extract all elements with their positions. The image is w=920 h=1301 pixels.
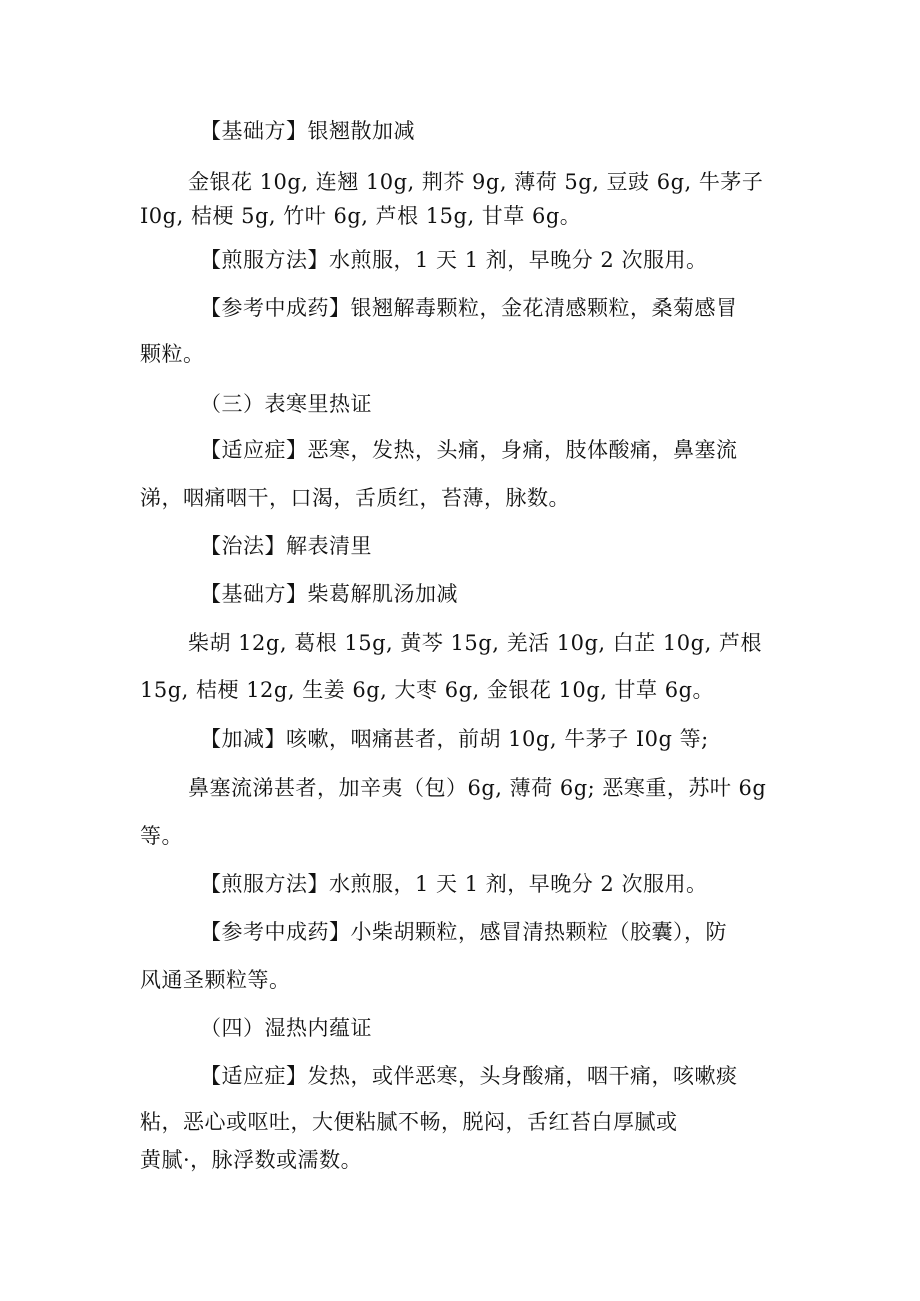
reference-medicine2-line-2: 风通圣颗粒等。: [140, 968, 291, 992]
decoction-method: 【煎服方法】水煎服，1 天 1 剂，早晚分 2 次服用。: [200, 248, 708, 272]
modification-line-2: 鼻塞流涕甚者，加辛夷（包）6g, 薄荷 6g; 恶寒重，苏叶 6g: [188, 776, 767, 800]
indication2-line-1: 【适应症】发热，或伴恶寒，头身酸痛，咽干痛，咳嗽痰: [200, 1064, 738, 1088]
reference-medicine-line-1: 【参考中成药】银翘解毒颗粒，金花清感颗粒，桑菊感冒: [200, 296, 738, 320]
heading-basic-formula-2: 【基础方】柴葛解肌汤加减: [200, 582, 458, 606]
indication2-line-2: 粘，恶心或呕吐，大便粘腻不畅，脱闷，舌红苔白厚腻或: [140, 1110, 678, 1134]
formula-line-2: I0g, 桔梗 5g, 竹叶 6g, 芦根 15g, 甘草 6g。: [140, 204, 582, 228]
indication-line-1: 【适应症】恶寒，发热，头痛，身痛，肢体酸痛，鼻塞流: [200, 438, 738, 462]
heading-basic-formula: 【基础方】银翘散加减: [200, 119, 415, 143]
treatment-method: 【治法】解表清里: [200, 534, 372, 558]
formula2-line-2: 15g, 桔梗 12g, 生姜 6g, 大枣 6g, 金银花 10g, 甘草 6g。: [140, 678, 715, 702]
section-heading-4: （四）湿热内蕴证: [200, 1016, 372, 1040]
reference-medicine2-line-1: 【参考中成药】小柴胡颗粒，感冒清热颗粒（胶囊），防: [200, 920, 727, 944]
modification-line-3: 等。: [140, 824, 183, 848]
formula2-line-1: 柴胡 12g, 葛根 15g, 黄芩 15g, 羌活 10g, 白芷 10g, 芦根: [188, 631, 762, 655]
indication-line-2: 涕，咽痛咽干，口渴，舌质红，苔薄，脉数。: [140, 486, 570, 510]
formula-line-1: 金银花 10g, 连翘 10g, 荆芥 9g, 薄荷 5g, 豆豉 6g, 牛茅子: [188, 170, 764, 194]
modification-line-1: 【加减】咳嗽，咽痛甚者，前胡 10g, 牛茅子 I0g 等;: [200, 727, 709, 751]
section-heading-3: （三）表寒里热证: [200, 392, 372, 416]
decoction-method-2: 【煎服方法】水煎服，1 天 1 剂，早晚分 2 次服用。: [200, 872, 708, 896]
reference-medicine-line-2: 颗粒。: [140, 342, 205, 366]
indication2-line-3: 黄腻·，脉浮数或濡数。: [140, 1148, 363, 1172]
